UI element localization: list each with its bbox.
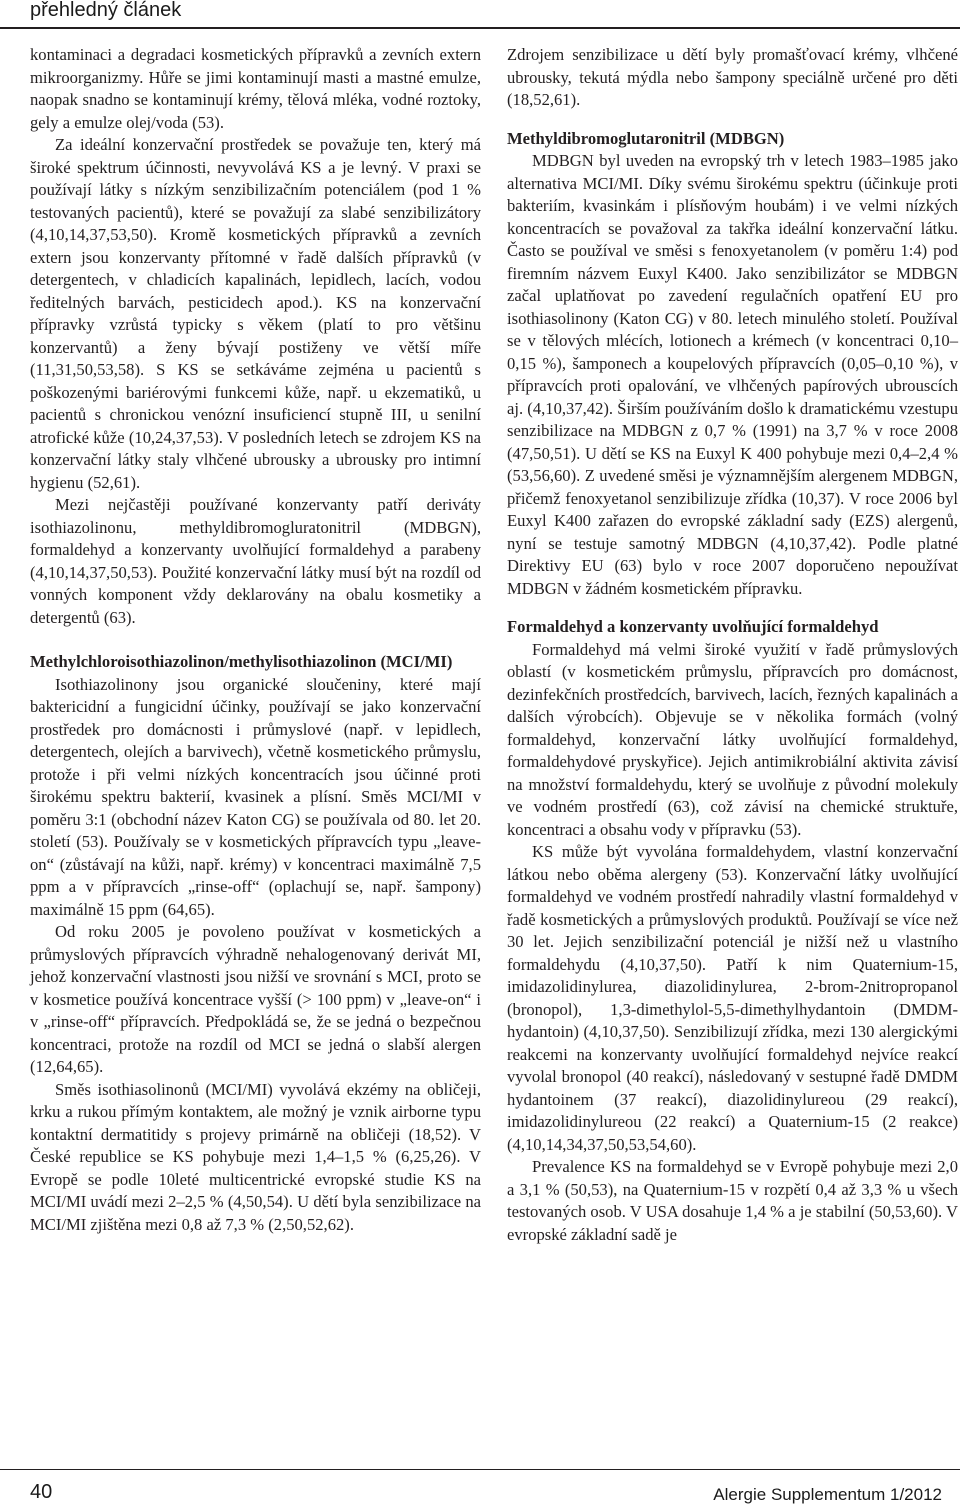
page-number: 40 <box>30 1481 53 1503</box>
right-column <box>507 44 958 1246</box>
paragraph: Od roku 2005 je povoleno používat v kosmetických a průmyslových přípravcích výhradně nehalogenovaný derivát MI, jehož konzervační vlastnosti jsou nižší ve srovnání s MCI, proto se v kosmetice používá koncentrace vyšší (> 100 ppm) v „leave-on“ i v „rinse-off“ přípravcích. Předpokládá se, že se jedná o bezpečnou koncentraci, protože na rozdíl od MCI se jedná o slabší alergen (12,64,65). <box>30 922 481 1076</box>
section-label: přehledný článek <box>30 0 182 21</box>
paragraph: Zdrojem senzibilizace u dětí byly promašťovací krémy, vlhčené ubrousky, tekutá mýdla nebo šampony speciálně určené pro děti (18,52,61). <box>507 45 958 109</box>
section-heading-mdbgn: Methyldibromoglutaronitril (MDBGN) <box>507 128 785 148</box>
paragraph: Formaldehyd má velmi široké využití v řadě průmyslových oblastí (v kosmetickém průmyslu, přípravcích pro domácnost, dezinfekčních prostředcích, barvivech, lacích, řezných kapalinách a dalších výrobcích). Objevuje se v několika formách (volný formaldehyd, konzervační látky uvolňující formaldehyd, formaldehydové pryskyřice). Jejich antimikrobiální aktivita závisí na množství formaldehydu, který se uvolňuje z původní molekuly ve vodném prostředí (63), což závisí na chemické struktuře, koncentraci a obsahu vody v přípravku (53). <box>507 639 958 839</box>
paragraph: Prevalence KS na formaldehyd se v Evropě pohybuje mezi 2,0 a 3,1 % (50,53), na Quaternium-15 v rozpětí 0,4 až 3,3 % u všech testovaných osob. V USA dosahuje 1,4 % a je stabilní (50,53,60). V evropské základní sadě je <box>507 1157 958 1244</box>
paragraph: Za ideální konzervační prostředek se považuje ten, který má široké spektrum účinnosti, nevyvolává KS a je levný. V praxi se používají látky s nízkým senzibilizačním potenciálem (pod 1 % testovaných pacientů), které se považují za slabé senzibilizátory (4,10,14,37,53,50). Kromě kosmetických přípravků a zevních extern jsou konzervanty přítomné v řadě dalších přípravků (v detergentech, v chladicích kapalinách, lepidlech, lacích, vodou ředitelných barvách, pesticidech apod.). KS na konzervační přípravky vzrůstá typicky s věkem (platí to pro většinu konzervantů) a ženy bývají postiženy ve větší míře (11,31,50,53,58). S KS se setkáváme zejména u pacientů s poškozenými bariérovými funkcemi kůže, např. u ekzematiků, u pacientů s chronickou venózní insuficiencí stupně III, u senilní atrofické kůže (10,24,37,53). V posledních letech se zdrojem KS na konzervační látky staly vlhčené ubrousky a ubrousky pro intimní hygienu (52,61). <box>30 135 481 492</box>
paragraph: Mezi nejčastěji používané konzervanty patří deriváty isothiazolinonu, methyldibromogluratonitril (MDBGN), formaldehyd a konzervanty uvolňující formaldehyd a parabeny (4,10,14,37,50,53). Použité konzervační látky musí být na rozdíl od vonných komponent vždy deklarovány na obalu kosmetiky a detergentů (63). <box>30 495 481 627</box>
journal-name: Alergie Supplementum 1/2012 <box>713 1485 942 1504</box>
footer-rule <box>0 1469 960 1470</box>
header-rule <box>0 27 960 29</box>
paragraph: Isothiazolinony jsou organické sloučeniny, které mají baktericidní a fungicidní účinky, používají se jako konzervační prostředek pro domácnosti i průmyslové (např. v lepidlech, detergentech, olejích a barvivech), včetně kosmetického průmyslu, protože i při velmi nízkých koncentracích jsou účinné proti širokému spektru bakterií, kvasinek a plísní. Směs MCI/MI v poměru 3:1 (obchodní název Katon CG) se používala od 80. let 20. století (53). Používaly se v kosmetických přípravcích typu „leave-on“ (zůstávají na kůži, např. krémy) v koncentraci maximálně 7,5 ppm a v přípravcích „rinse-off“ (oplachují se, např. šampony) maximálně 15 ppm (64,65). <box>30 674 481 919</box>
spacer <box>30 629 481 651</box>
paragraph: MDBGN byl uveden na evropský trh v letech 1983–1985 jako alternativa MCI/MI. Díky svému širokému spektru (účinkuje proti bakteriím, kvasinkám i plísňovým houbám) i ve velmi nízkých koncentracích se považoval za takřka ideální konzervační látku. Často se používal ve směsi s fenoxyetanolem (v poměru 1:4) pod firemním názvem Euxyl K400. Jako senzibilizátor se MDBGN začal uplatňovat po zavedení regulačních opatření EU pro isothiasolinony (Katon CG) v 80. letech minulého století. Používal se v tělových mlécích, lotionech a krémech (v koncentraci 0,10–0,15 %), šamponech a koupelových přípravcích (0,05–0,10 %), v přípravcích proti opalování, ve vlhčených papírových ubrouscích aj. (4,10,37,42). Širším používáním došlo k dramatickému vzestupu senzibilizace na MDBGN z 0,7 % (1991) na 3,7 % v roce 2008 (47,50,51). U dětí se KS na Euxyl K 400 pohybuje mezi 0,4–2,4 % (53,56,60). Z uvedené směsi je významnějším alergenem MDBGN, přičemž fenoxyetanol senzibilizuje zřídka (10,37). V roce 2006 byl Euxyl K400 zařazen do evropské základní sady (EZS) alergenů, nyní se testuje samotný MDBGN (4,10,37,42). Podle platné Direktivy EU (63) bylo v roce 2007 doporučeno nepoužívat MDBGN v žádném kosmetickém přípravku. <box>507 151 958 598</box>
paragraph: Směs isothiasolinonů (MCI/MI) vyvolává ekzémy na obličeji, krku a rukou přímým kontaktem, ale možný je vznik airborne typu kontaktní dermatitidy s projevy primárně na obličeji (18,52). V České republice se KS pohybuje mezi 1,4–1,5 % (6,25,26). V Evropě se podle 10leté multicentrické evropské studie KS na MCI/MI uvádí mezi 2–2,5 % (4,50,54). U dětí byla senzibilizace na MCI/MI zjištěna mezi 0,8 až 7,3 % (2,50,52,62). <box>30 1079 481 1234</box>
section-heading-formaldehyd: Formaldehyd a konzervanty uvolňující formaldehyd <box>507 617 879 636</box>
left-column <box>30 44 481 1236</box>
section-heading-mci-mi: Methylchloroisothiazolinon/methylisothiazolinon (MCI/MI) <box>30 652 453 671</box>
paragraph: KS může být vyvolána formaldehydem, vlastní konzervační látkou nebo oběma alergeny (53). Konzervační látky uvolňující formaldehyd ve vodném prostředí nahradily vlastní formaldehyd v řadě kosmetických a průmyslových produktů. Používají se více než 30 let. Jejich senzibilizační potenciál je nižší než u vlastního formaldehydu (4,10,37,50). Patří k nim Quaternium-15, imidazolidinylurea, diazolidinylurea, 2-brom-2nitropropanol (bronopol), 1,3-dimethylol-5,5-dimethylhydantoin (DMDM-hydantoin) (4,10,37,50). Senzibilizují zřídka, mezi 130 alergickými reakcemi na konzervanty uvolňující formaldehyd nejvíce reakcí vyvolal bronopol (40 reakcí), následovaný v sestupné řadě DMDM hydantoinem (37 reakcí), diazolidinylureou (29 reakcí), imidazolidinylureou (22 reakcí) a Quaternium-15 (2 reakce) (4,10,14,34,37,50,53,54,60). <box>507 842 958 1154</box>
spacer <box>507 600 958 616</box>
paragraph: kontaminaci a degradaci kosmetických přípravků a zevních extern mikroorganizmy. Hůře se jimi kontaminují masti a mastné emulze, naopak snadno se kontaminují krémy, tělová mléka, vodné roztoky, gely a emulze olej/voda (53). <box>30 45 481 132</box>
spacer <box>507 112 958 128</box>
